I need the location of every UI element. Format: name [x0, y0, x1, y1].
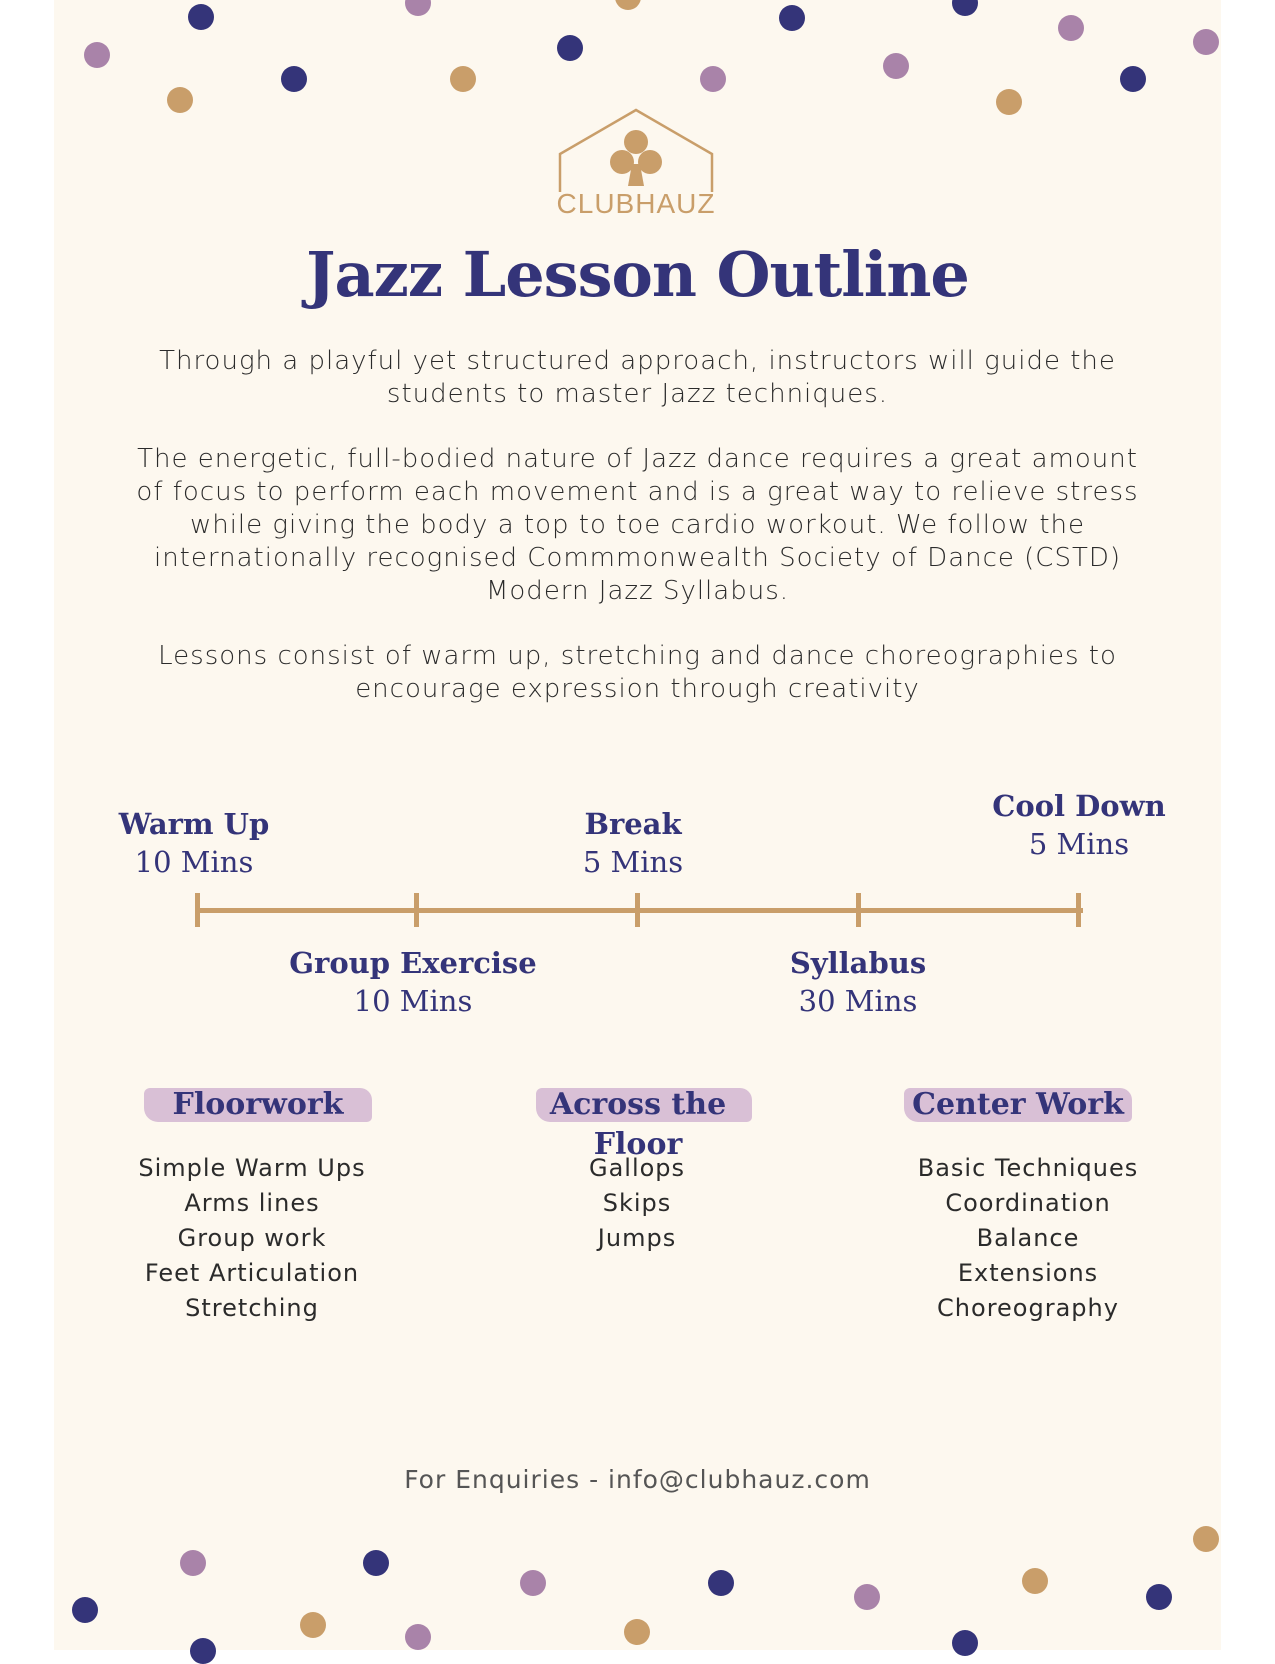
timeline-label-syllabus [728, 944, 988, 1020]
decorative-dot [996, 89, 1022, 115]
timeline-name: Warm Up [118, 807, 270, 841]
list-item: Stretching [185, 1294, 319, 1322]
clubhauz-logo [548, 106, 724, 228]
decorative-dot [854, 1584, 880, 1610]
timeline-duration: 5 Mins [1028, 827, 1130, 861]
decorative-dot [883, 53, 909, 79]
decorative-dot [1193, 1526, 1219, 1552]
page-title: Jazz Lesson Outline [306, 238, 969, 311]
decorative-dot [952, 1630, 978, 1656]
list-item: Simple Warm Ups [138, 1154, 366, 1182]
decorative-dot [708, 1570, 734, 1596]
timeline-label-cool-down [949, 787, 1209, 863]
logo-text: CLUBHAUZ [556, 188, 716, 219]
decorative-dot [624, 1619, 650, 1645]
list-item: Jumps [597, 1224, 677, 1252]
decorative-dot [188, 4, 214, 30]
decorative-dot [700, 66, 726, 92]
timeline-tick [414, 893, 419, 927]
timeline-label-warm-up [64, 805, 324, 881]
decorative-dot [1146, 1584, 1172, 1610]
list-item: Extensions [957, 1259, 1099, 1287]
timeline-duration: 10 Mins [134, 845, 254, 879]
decorative-dot [281, 66, 307, 92]
decorative-dot [72, 1597, 98, 1623]
lesson-timeline [195, 893, 1083, 927]
across-the-floor-list [477, 1151, 797, 1256]
decorative-dot [167, 87, 193, 113]
decorative-dot [190, 1638, 216, 1664]
timeline-tick [856, 893, 861, 927]
list-item: Gallops [588, 1154, 686, 1182]
timeline-tick [195, 893, 200, 927]
decorative-dot [779, 5, 805, 31]
intro-paragraph: Through a playful yet structured approach, instructors will guide the students to master Jazz techniques. [159, 346, 1116, 409]
decorative-dot [84, 42, 110, 68]
decorative-dot [405, 1624, 431, 1650]
category-title: Across the Floor [549, 1087, 727, 1162]
decorative-dot [557, 35, 583, 61]
decorative-dot [1022, 1568, 1048, 1594]
description-paragraph: The energetic, full-bodied nature of Jazz dance requires a great amount of focus to perform each movement and is a great way to relieve stress while giving the body a top to toe cardio workout. We follow the internationally recognised Commmonwealth Society of Dance (CSTD) Modern Jazz Syllabus. [136, 444, 1139, 606]
timeline-label-break [503, 805, 763, 881]
timeline-duration: 5 Mins [582, 845, 684, 879]
category-heading-floorwork [144, 1085, 372, 1125]
decorative-dot [1193, 29, 1219, 55]
timeline-label-group-exercise [278, 944, 548, 1020]
enquiries-footer: For Enquiries - info@clubhauz.com [404, 1465, 871, 1494]
list-item: Coordination [945, 1189, 1111, 1217]
timeline-name: Group Exercise [289, 946, 537, 980]
timeline-name: Cool Down [992, 789, 1166, 823]
decorative-dot [180, 1550, 206, 1576]
list-item: Feet Articulation [144, 1259, 360, 1287]
timeline-tick [635, 893, 640, 927]
category-heading-across-the-floor [506, 1085, 770, 1162]
timeline-duration: 10 Mins [353, 984, 473, 1018]
timeline-name: Break [584, 807, 682, 841]
timeline-name: Syllabus [789, 946, 927, 980]
decorative-dot [300, 1612, 326, 1638]
floorwork-list [92, 1151, 412, 1326]
decorative-dot [520, 1570, 546, 1596]
list-item: Balance [976, 1224, 1080, 1252]
timeline-duration: 30 Mins [798, 984, 918, 1018]
category-title: Center Work [912, 1087, 1124, 1122]
decorative-dot [1120, 66, 1146, 92]
timeline-tick [1076, 893, 1081, 927]
list-item: Basic Techniques [917, 1154, 1139, 1182]
decorative-dot [450, 66, 476, 92]
list-item: Arms lines [184, 1189, 320, 1217]
list-item: Choreography [937, 1294, 1119, 1322]
list-item: Group work [177, 1224, 327, 1252]
center-work-list [868, 1151, 1188, 1326]
lessons-paragraph: Lessons consist of warm up, stretching and dance choreographies to encourage expression through creativity [158, 641, 1117, 704]
decorative-dot [363, 1550, 389, 1576]
category-heading-center-work [904, 1085, 1132, 1125]
list-item: Skips [602, 1189, 672, 1217]
category-title: Floorwork [172, 1087, 344, 1122]
decorative-dot [1058, 15, 1084, 41]
